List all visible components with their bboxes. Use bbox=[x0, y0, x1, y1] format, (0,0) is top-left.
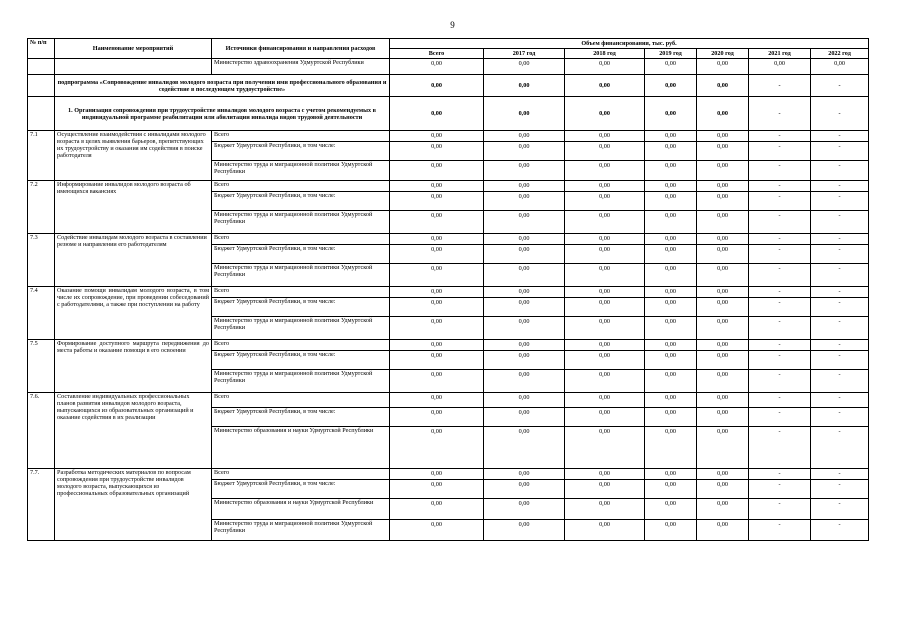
source-cell: Министерство труда и миграционной политики Удмуртской Республики bbox=[212, 370, 390, 393]
table-row bbox=[28, 340, 869, 351]
source-cell: Министерство труда и миграционной политики Удмуртской Республики bbox=[212, 520, 390, 541]
value-cell: - bbox=[811, 287, 869, 298]
row-number: 7.3 bbox=[28, 234, 55, 287]
value-cell: 0,00 bbox=[390, 317, 484, 340]
value-cell: 0,00 bbox=[645, 211, 697, 234]
value-cell: 0,00 bbox=[390, 264, 484, 287]
value-cell: 0,00 bbox=[645, 97, 697, 131]
header-year: 2020 год bbox=[697, 49, 749, 59]
value-cell: - bbox=[811, 317, 869, 340]
value-cell: 0,00 bbox=[565, 264, 645, 287]
source-cell: Бюджет Удмуртской Республики, в том числе: bbox=[212, 298, 390, 317]
value-cell: - bbox=[749, 75, 811, 97]
value-cell: 0,00 bbox=[390, 499, 484, 520]
value-cell: - bbox=[749, 161, 811, 181]
source-cell: Министерство труда и миграционной политики Удмуртской Республики bbox=[212, 317, 390, 340]
source-cell: Министерство труда и миграционной политики Удмуртской Республики bbox=[212, 264, 390, 287]
value-cell: - bbox=[811, 298, 869, 317]
value-cell: 0,00 bbox=[697, 499, 749, 520]
header-source: Источники финансирования и направления расходов bbox=[212, 39, 390, 59]
row-number: 7.6. bbox=[28, 393, 55, 469]
value-cell: 0,00 bbox=[697, 245, 749, 264]
value-cell: 0,00 bbox=[697, 234, 749, 245]
table-row bbox=[28, 469, 869, 480]
source-cell: Бюджет Удмуртской Республики, в том числе: bbox=[212, 480, 390, 499]
source-cell: Всего bbox=[212, 340, 390, 351]
table-row bbox=[28, 234, 869, 245]
value-cell: 0,00 bbox=[645, 161, 697, 181]
value-cell: 0,00 bbox=[565, 59, 645, 75]
value-cell: - bbox=[811, 480, 869, 499]
measure-name: Оказание помощи инвалидам молодого возраста, в том числе их сопровождение, при проведении собеседований с работодателями, а также при поступлении на работу bbox=[55, 287, 212, 340]
row-number: 7.5 bbox=[28, 340, 55, 393]
source-cell: Министерство здравоохранения Удмуртской Республики bbox=[212, 59, 390, 75]
value-cell: - bbox=[749, 234, 811, 245]
value-cell: 0,00 bbox=[565, 75, 645, 97]
value-cell: 0,00 bbox=[484, 131, 565, 142]
source-cell: Бюджет Удмуртской Республики, в том числе: bbox=[212, 351, 390, 370]
value-cell: 0,00 bbox=[645, 370, 697, 393]
value-cell: - bbox=[749, 287, 811, 298]
value-cell: 0,00 bbox=[565, 520, 645, 541]
value-cell: 0,00 bbox=[484, 181, 565, 192]
value-cell: 0,00 bbox=[484, 520, 565, 541]
value-cell: - bbox=[811, 234, 869, 245]
value-cell: 0,00 bbox=[484, 142, 565, 161]
value-cell: - bbox=[811, 393, 869, 408]
value-cell: 0,00 bbox=[697, 264, 749, 287]
value-cell: - bbox=[749, 351, 811, 370]
value-cell: 0,00 bbox=[390, 211, 484, 234]
value-cell: 0,00 bbox=[645, 287, 697, 298]
value-cell: - bbox=[811, 181, 869, 192]
value-cell: 0,00 bbox=[565, 234, 645, 245]
source-cell: Всего bbox=[212, 131, 390, 142]
value-cell: 0,00 bbox=[697, 287, 749, 298]
value-cell: 0,00 bbox=[390, 351, 484, 370]
value-cell: 0,00 bbox=[645, 340, 697, 351]
source-cell: Бюджет Удмуртской Республики, в том числе: bbox=[212, 192, 390, 211]
value-cell: 0,00 bbox=[645, 234, 697, 245]
value-cell: 0,00 bbox=[565, 351, 645, 370]
value-cell: - bbox=[749, 520, 811, 541]
value-cell: 0,00 bbox=[390, 59, 484, 75]
value-cell: 0,00 bbox=[645, 245, 697, 264]
value-cell: 0,00 bbox=[565, 192, 645, 211]
value-cell: 0,00 bbox=[697, 340, 749, 351]
value-cell: 0,00 bbox=[484, 161, 565, 181]
value-cell: - bbox=[749, 131, 811, 142]
header-year: 2021 год bbox=[749, 49, 811, 59]
source-cell: Всего bbox=[212, 393, 390, 408]
value-cell: - bbox=[749, 480, 811, 499]
value-cell: 0,00 bbox=[697, 317, 749, 340]
value-cell: 0,00 bbox=[697, 211, 749, 234]
value-cell: - bbox=[749, 142, 811, 161]
value-cell: - bbox=[749, 469, 811, 480]
value-cell: 0,00 bbox=[697, 427, 749, 469]
value-cell: 0,00 bbox=[565, 480, 645, 499]
subprogram-title: подпрограмма «Сопровождение инвалидов молодого возраста при получении ими профессионального образования и содействие в последующем трудоустройстве» bbox=[55, 75, 390, 97]
source-cell: Бюджет Удмуртской Республики, в том числе: bbox=[212, 408, 390, 427]
value-cell: 0,00 bbox=[697, 351, 749, 370]
value-cell: 0,00 bbox=[390, 181, 484, 192]
value-cell: - bbox=[749, 408, 811, 427]
value-cell: 0,00 bbox=[565, 469, 645, 480]
value-cell: 0,00 bbox=[390, 520, 484, 541]
value-cell: - bbox=[811, 469, 869, 480]
value-cell: 0,00 bbox=[565, 393, 645, 408]
value-cell: 0,00 bbox=[484, 351, 565, 370]
value-cell: - bbox=[811, 408, 869, 427]
value-cell: 0,00 bbox=[697, 370, 749, 393]
value-cell: 0,00 bbox=[484, 469, 565, 480]
section-row bbox=[28, 97, 869, 131]
value-cell: 0,00 bbox=[390, 287, 484, 298]
value-cell: 0,00 bbox=[565, 131, 645, 142]
value-cell: - bbox=[749, 340, 811, 351]
value-cell: 0,00 bbox=[484, 317, 565, 340]
value-cell: 0,00 bbox=[645, 59, 697, 75]
source-cell: Всего bbox=[212, 181, 390, 192]
row-number: 7.2 bbox=[28, 181, 55, 234]
value-cell: - bbox=[749, 298, 811, 317]
value-cell: 0,00 bbox=[697, 393, 749, 408]
value-cell: - bbox=[811, 161, 869, 181]
source-cell: Бюджет Удмуртской Республики, в том числе: bbox=[212, 142, 390, 161]
header-name: Наименование мероприятий bbox=[55, 39, 212, 59]
value-cell: - bbox=[749, 97, 811, 131]
header-year: 2022 год bbox=[811, 49, 869, 59]
source-cell: Министерство образования и науки Удмуртской Республики bbox=[212, 499, 390, 520]
value-cell: 0,00 bbox=[484, 499, 565, 520]
value-cell: - bbox=[811, 340, 869, 351]
value-cell: 0,00 bbox=[749, 59, 811, 75]
value-cell: 0,00 bbox=[390, 131, 484, 142]
header-year: 2019 год bbox=[645, 49, 697, 59]
value-cell: 0,00 bbox=[565, 161, 645, 181]
page-number: 9 bbox=[450, 20, 455, 30]
value-cell: 0,00 bbox=[390, 427, 484, 469]
value-cell: 0,00 bbox=[565, 370, 645, 393]
value-cell: 0,00 bbox=[484, 287, 565, 298]
value-cell: - bbox=[811, 351, 869, 370]
value-cell: 0,00 bbox=[697, 181, 749, 192]
measure-name: Разработка методических материалов по вопросам сопровождения при трудоустройстве инвалидов молодого возраста, выпускающихся из профессиональных образовательных организаций bbox=[55, 469, 212, 541]
value-cell: 0,00 bbox=[565, 97, 645, 131]
value-cell: 0,00 bbox=[565, 340, 645, 351]
table-row bbox=[28, 393, 869, 408]
value-cell: 0,00 bbox=[645, 142, 697, 161]
table-row bbox=[28, 181, 869, 192]
value-cell: 0,00 bbox=[484, 427, 565, 469]
source-cell: Всего bbox=[212, 287, 390, 298]
value-cell: 0,00 bbox=[390, 234, 484, 245]
value-cell: 0,00 bbox=[565, 245, 645, 264]
header-year: 2018 год bbox=[565, 49, 645, 59]
value-cell: 0,00 bbox=[697, 520, 749, 541]
value-cell: 0,00 bbox=[390, 393, 484, 408]
section-title: 1. Организация сопровождения при трудоустройстве инвалидов молодого возраста с учетом рекомендуемых в индивидуальной программе реабилитации или абилитации инвалида видов трудовой деятельности bbox=[55, 97, 390, 131]
header-num: № п/п bbox=[28, 39, 55, 59]
value-cell: 0,00 bbox=[645, 317, 697, 340]
value-cell: - bbox=[749, 181, 811, 192]
value-cell: 0,00 bbox=[645, 181, 697, 192]
measure-name: Осуществление взаимодействия с инвалидами молодого возраста в целях выявления барьеров, препятствующих их трудоустройству и оказания им содействия в поиске работодателя bbox=[55, 131, 212, 181]
value-cell: 0,00 bbox=[565, 427, 645, 469]
value-cell: 0,00 bbox=[390, 97, 484, 131]
value-cell: 0,00 bbox=[697, 59, 749, 75]
value-cell: 0,00 bbox=[390, 161, 484, 181]
value-cell: 0,00 bbox=[697, 192, 749, 211]
value-cell: - bbox=[811, 192, 869, 211]
value-cell: - bbox=[749, 370, 811, 393]
value-cell: 0,00 bbox=[390, 75, 484, 97]
header-funding: Объем финансирования, тыс. руб. bbox=[390, 39, 869, 49]
value-cell: 0,00 bbox=[565, 181, 645, 192]
value-cell: 0,00 bbox=[484, 59, 565, 75]
value-cell: - bbox=[811, 75, 869, 97]
value-cell: 0,00 bbox=[390, 480, 484, 499]
value-cell: 0,00 bbox=[484, 75, 565, 97]
value-cell: 0,00 bbox=[565, 211, 645, 234]
value-cell: 0,00 bbox=[390, 469, 484, 480]
value-cell: 0,00 bbox=[484, 298, 565, 317]
value-cell: - bbox=[811, 370, 869, 393]
row-number: 7.7. bbox=[28, 469, 55, 541]
table-row bbox=[28, 59, 869, 75]
source-cell: Всего bbox=[212, 469, 390, 480]
value-cell: 0,00 bbox=[390, 340, 484, 351]
table-row bbox=[28, 287, 869, 298]
value-cell: 0,00 bbox=[697, 142, 749, 161]
value-cell: 0,00 bbox=[697, 408, 749, 427]
value-cell: 0,00 bbox=[390, 298, 484, 317]
value-cell: 0,00 bbox=[697, 97, 749, 131]
value-cell: - bbox=[811, 427, 869, 469]
value-cell: 0,00 bbox=[484, 234, 565, 245]
value-cell: 0,00 bbox=[484, 192, 565, 211]
row-number: 7.4 bbox=[28, 287, 55, 340]
value-cell: - bbox=[811, 97, 869, 131]
value-cell: 0,00 bbox=[645, 469, 697, 480]
source-cell: Министерство образования и науки Удмуртской Республики bbox=[212, 427, 390, 469]
value-cell: - bbox=[811, 264, 869, 287]
value-cell: 0,00 bbox=[645, 264, 697, 287]
value-cell: 0,00 bbox=[645, 75, 697, 97]
value-cell: 0,00 bbox=[484, 245, 565, 264]
measure-name: Составление индивидуальных профессиональных планов развития инвалидов молодого возраста, выпускающихся из образовательных организаций и оказание содействия в их реализации bbox=[55, 393, 212, 469]
value-cell: 0,00 bbox=[484, 408, 565, 427]
value-cell: 0,00 bbox=[697, 161, 749, 181]
value-cell: 0,00 bbox=[484, 340, 565, 351]
value-cell: - bbox=[749, 264, 811, 287]
value-cell: 0,00 bbox=[484, 480, 565, 499]
value-cell: 0,00 bbox=[390, 370, 484, 393]
value-cell: 0,00 bbox=[565, 142, 645, 161]
value-cell: 0,00 bbox=[811, 59, 869, 75]
measure-name: Содействие инвалидам молодого возраста в составлении резюме и направлении его работодателям bbox=[55, 234, 212, 287]
value-cell: 0,00 bbox=[390, 408, 484, 427]
value-cell: 0,00 bbox=[565, 287, 645, 298]
value-cell: 0,00 bbox=[565, 499, 645, 520]
value-cell: 0,00 bbox=[565, 408, 645, 427]
source-cell: Всего bbox=[212, 234, 390, 245]
value-cell: 0,00 bbox=[390, 142, 484, 161]
subprogram-row bbox=[28, 75, 869, 97]
value-cell: 0,00 bbox=[390, 245, 484, 264]
value-cell: - bbox=[749, 499, 811, 520]
header-year: Всего bbox=[390, 49, 484, 59]
value-cell: - bbox=[749, 317, 811, 340]
value-cell: - bbox=[811, 499, 869, 520]
source-cell: Министерство труда и миграционной политики Удмуртской Республики bbox=[212, 211, 390, 234]
value-cell: 0,00 bbox=[645, 520, 697, 541]
value-cell: - bbox=[749, 245, 811, 264]
value-cell: 0,00 bbox=[697, 480, 749, 499]
measure-name: Информирование инвалидов молодого возраста об имеющихся вакансиях bbox=[55, 181, 212, 234]
value-cell: 0,00 bbox=[565, 317, 645, 340]
value-cell: 0,00 bbox=[697, 469, 749, 480]
value-cell: - bbox=[749, 192, 811, 211]
value-cell: 0,00 bbox=[697, 131, 749, 142]
value-cell: 0,00 bbox=[645, 393, 697, 408]
value-cell: 0,00 bbox=[645, 192, 697, 211]
source-cell: Бюджет Удмуртской Республики, в том числе: bbox=[212, 245, 390, 264]
measure-name: Формирование доступного маршрута передвижения до места работы и оказание помощи в его освоении bbox=[55, 340, 212, 393]
value-cell: 0,00 bbox=[697, 298, 749, 317]
value-cell: 0,00 bbox=[645, 408, 697, 427]
value-cell: - bbox=[749, 427, 811, 469]
value-cell: - bbox=[749, 393, 811, 408]
value-cell: 0,00 bbox=[390, 192, 484, 211]
value-cell: 0,00 bbox=[645, 351, 697, 370]
value-cell: - bbox=[811, 131, 869, 142]
value-cell: 0,00 bbox=[645, 480, 697, 499]
value-cell: 0,00 bbox=[645, 298, 697, 317]
value-cell: 0,00 bbox=[697, 75, 749, 97]
source-cell: Министерство труда и миграционной политики Удмуртской Республики bbox=[212, 161, 390, 181]
value-cell: 0,00 bbox=[484, 211, 565, 234]
value-cell: 0,00 bbox=[484, 370, 565, 393]
value-cell: 0,00 bbox=[484, 393, 565, 408]
value-cell: 0,00 bbox=[645, 131, 697, 142]
table-row bbox=[28, 131, 869, 142]
value-cell: 0,00 bbox=[565, 298, 645, 317]
value-cell: 0,00 bbox=[645, 427, 697, 469]
header-year: 2017 год bbox=[484, 49, 565, 59]
row-number: 7.1 bbox=[28, 131, 55, 181]
value-cell: - bbox=[811, 211, 869, 234]
value-cell: 0,00 bbox=[645, 499, 697, 520]
value-cell: - bbox=[811, 245, 869, 264]
value-cell: - bbox=[811, 142, 869, 161]
value-cell: - bbox=[811, 520, 869, 541]
value-cell: 0,00 bbox=[484, 97, 565, 131]
value-cell: - bbox=[749, 211, 811, 234]
funding-table bbox=[27, 38, 869, 541]
value-cell: 0,00 bbox=[484, 264, 565, 287]
